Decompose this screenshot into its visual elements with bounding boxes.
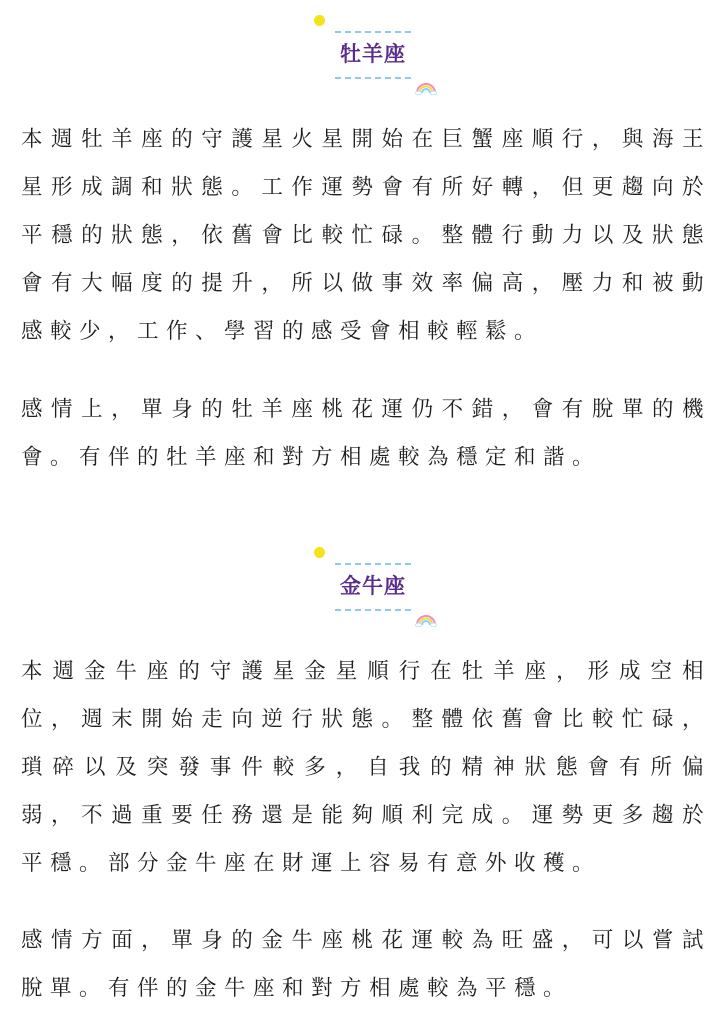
sun-dot-icon	[314, 15, 325, 26]
section-title: 金牛座	[340, 574, 406, 598]
section-title: 牡羊座	[340, 42, 406, 66]
section-heading-taurus	[0, 537, 728, 617]
dashed-divider-top	[335, 563, 411, 565]
paragraph-taurus-love: 感情方面，單身的金牛座桃花運較為旺盛，可以嘗試脫單。有伴的金牛座和對方相處較為平穩。	[21, 928, 711, 1001]
rainbow-icon	[415, 613, 437, 627]
paragraph-taurus-work: 本週金牛座的守護星金星順行在牡羊座，形成空相位，週末開始走向逆行狀態。整體依舊會比較忙碌，瑣碎以及突發事件較多，自我的精神狀態會有所偏弱，不過重要任務還是能夠順利完成。運勢更多趨於平穩。部分金牛座在財運上容易有意外收穫。	[21, 659, 711, 876]
sun-dot-icon	[314, 547, 325, 558]
section-heading-aries	[0, 0, 728, 80]
dashed-divider-top	[335, 31, 411, 33]
rainbow-icon	[415, 81, 437, 95]
dashed-divider-bottom	[335, 77, 411, 79]
dashed-divider-bottom	[335, 609, 411, 611]
paragraph-aries-work: 本週牡羊座的守護星火星開始在巨蟹座順行，與海王星形成調和狀態。工作運勢會有所好轉，但更趨向於平穩的狀態，依舊會比較忙碌。整體行動力以及狀態會有大幅度的提升，所以做事效率偏高，壓力和被動感較少，工作、學習的感受會相較輕鬆。	[21, 127, 711, 344]
paragraph-aries-love: 感情上，單身的牡羊座桃花運仍不錯，會有脫單的機會。有伴的牡羊座和對方相處較為穩定和諧。	[21, 397, 711, 470]
